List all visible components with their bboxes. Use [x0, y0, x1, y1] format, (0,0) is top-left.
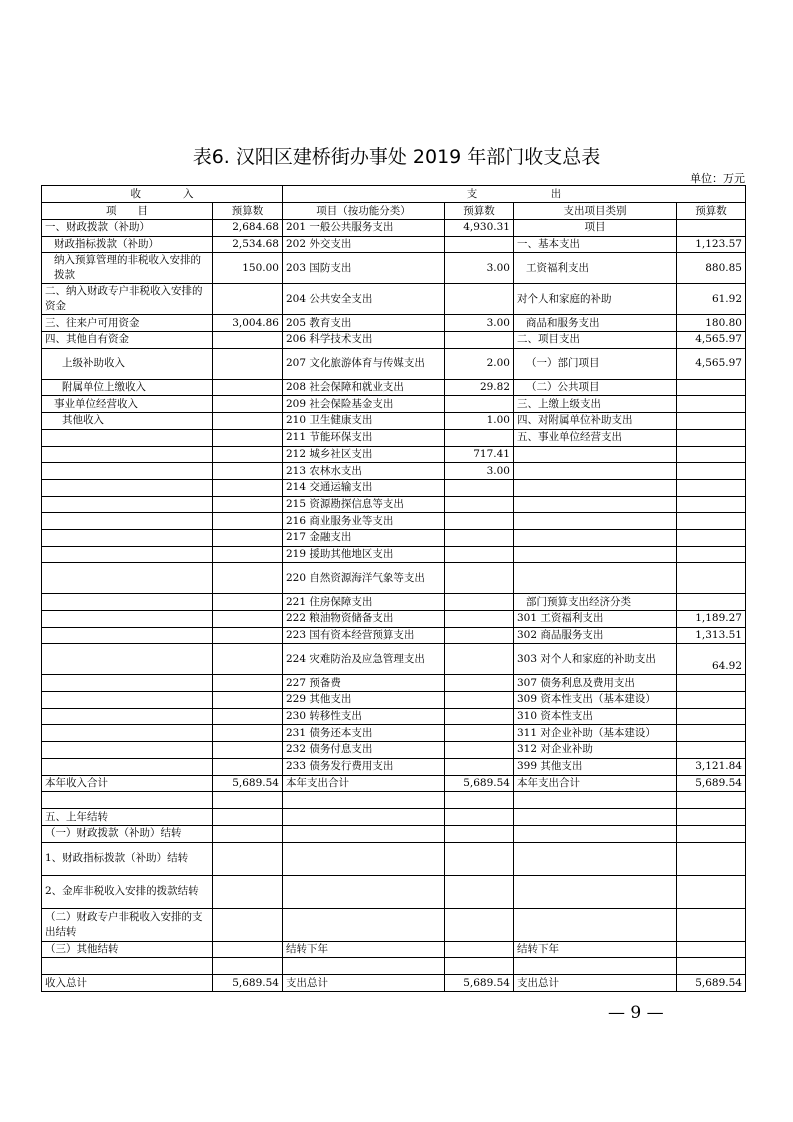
table-cell — [42, 479, 213, 496]
table-cell: 223 国有资本经营预算支出 — [283, 627, 445, 644]
table-cell: 3.00 — [445, 315, 514, 332]
table-cell: 29.82 — [445, 379, 514, 396]
table-cell — [677, 496, 746, 513]
table-cell — [445, 758, 514, 775]
table-cell: 结转下年 — [283, 941, 445, 958]
table-cell: 1,123.57 — [677, 236, 746, 253]
table-cell — [445, 627, 514, 644]
table-cell — [42, 742, 213, 759]
table-cell: 201 一般公共服务支出 — [283, 220, 445, 237]
col-header-function-item: 项目（按功能分类） — [283, 203, 445, 220]
table-cell — [677, 958, 746, 975]
table-cell: 231 债务还本支出 — [283, 725, 445, 742]
table-cell — [514, 563, 677, 594]
table-cell — [514, 809, 677, 826]
table-cell — [213, 809, 283, 826]
table-cell: 3.00 — [445, 253, 514, 284]
table-cell — [445, 513, 514, 530]
table-cell — [213, 479, 283, 496]
table-cell — [213, 463, 283, 480]
table-cell — [677, 463, 746, 480]
table-cell — [213, 958, 283, 975]
table-cell: 五、事业单位经营支出 — [514, 429, 677, 446]
table-cell — [677, 594, 746, 611]
table-cell: 1、财政指标拨款（补助）结转 — [42, 842, 213, 875]
table-cell: 311 对企业补助（基本建设） — [514, 725, 677, 742]
table-row — [42, 446, 746, 463]
table-cell — [213, 725, 283, 742]
table-cell — [213, 692, 283, 709]
table-cell — [42, 708, 213, 725]
table-cell: 214 交通运输支出 — [283, 479, 445, 496]
col-header-budget: 预算数 — [677, 203, 746, 220]
table-row — [42, 463, 746, 480]
table-cell: 205 教育支出 — [283, 315, 445, 332]
table-row — [42, 220, 746, 237]
table-cell: 5,689.54 — [445, 975, 514, 992]
table-cell — [42, 725, 213, 742]
table-cell: 收入总计 — [42, 975, 213, 992]
table-cell — [445, 496, 514, 513]
unit-label: 单位：万元 — [690, 172, 745, 185]
table-cell — [283, 792, 445, 809]
table-cell: 202 外交支出 — [283, 236, 445, 253]
table-row — [42, 496, 746, 513]
table-row — [42, 253, 746, 284]
page-number: — 9 — — [608, 1003, 664, 1023]
table-row — [42, 692, 746, 709]
table-cell: 商品和服务支出 — [514, 315, 677, 332]
table-cell — [213, 396, 283, 413]
table-cell: 本年支出合计 — [514, 775, 677, 792]
table-cell: 204 公共安全支出 — [283, 284, 445, 315]
table-cell — [445, 875, 514, 908]
table-cell: 1,313.51 — [677, 627, 746, 644]
table-cell — [445, 479, 514, 496]
table-cell — [213, 708, 283, 725]
table-cell: 5,689.54 — [213, 775, 283, 792]
table-cell: 303 对个人和家庭的补助支出 — [514, 644, 677, 675]
table-cell — [213, 332, 283, 349]
table-cell — [42, 644, 213, 675]
table-cell — [445, 692, 514, 709]
table-cell: 事业单位经营收入 — [42, 396, 213, 413]
table-cell: （三）其他结转 — [42, 941, 213, 958]
table-cell: 232 债务付息支出 — [283, 742, 445, 759]
table-row — [42, 611, 746, 628]
income-header: 收 入 — [42, 186, 283, 203]
table-cell — [283, 842, 445, 875]
table-cell — [42, 546, 213, 563]
table-cell — [677, 220, 746, 237]
table-cell: 230 转移性支出 — [283, 708, 445, 725]
table-cell — [445, 332, 514, 349]
table-cell — [213, 842, 283, 875]
table-cell — [213, 627, 283, 644]
table-row — [42, 725, 746, 742]
table-cell: 233 债务发行费用支出 — [283, 758, 445, 775]
table-cell — [42, 446, 213, 463]
table-cell: 二、纳入财政专户非税收入安排的资金 — [42, 284, 213, 315]
col-header-category: 支出项目类别 — [514, 203, 677, 220]
table-cell: 312 对企业补助 — [514, 742, 677, 759]
table-cell — [42, 758, 213, 775]
table-cell: 二、项目支出 — [514, 332, 677, 349]
table-cell — [445, 611, 514, 628]
table-cell: 310 资本性支出 — [514, 708, 677, 725]
table-cell: 880.85 — [677, 253, 746, 284]
table-cell — [677, 379, 746, 396]
table-cell — [213, 348, 283, 379]
table-row — [42, 975, 746, 992]
table-cell — [677, 396, 746, 413]
table-cell — [42, 611, 213, 628]
table-cell: （一）财政拨款（补助）结转 — [42, 825, 213, 842]
table-cell — [677, 908, 746, 941]
table-row — [42, 958, 746, 975]
table-cell — [677, 725, 746, 742]
col-header-budget: 预算数 — [213, 203, 283, 220]
table-cell: 四、对附属单位补助支出 — [514, 413, 677, 430]
table-cell — [213, 284, 283, 315]
table-cell — [677, 742, 746, 759]
table-cell — [445, 908, 514, 941]
table-row — [42, 563, 746, 594]
table-cell: 纳入预算管理的非税收入安排的拨款 — [42, 253, 213, 284]
table-cell: 项目 — [514, 220, 677, 237]
table-cell: 1.00 — [445, 413, 514, 430]
table-cell — [445, 725, 514, 742]
table-cell: 本年收入合计 — [42, 775, 213, 792]
table-cell — [213, 446, 283, 463]
table-row — [42, 742, 746, 759]
table-cell: 附属单位上缴收入 — [42, 379, 213, 396]
table-row — [42, 236, 746, 253]
table-cell — [213, 875, 283, 908]
table-cell — [677, 809, 746, 826]
budget-table — [41, 185, 746, 992]
table-cell — [445, 675, 514, 692]
table-cell: 部门预算支出经济分类 — [514, 594, 677, 611]
table-row — [42, 941, 746, 958]
table-cell: 212 城乡社区支出 — [283, 446, 445, 463]
table-cell: 本年支出合计 — [283, 775, 445, 792]
table-cell — [445, 529, 514, 546]
table-row — [42, 775, 746, 792]
table-cell: 221 住房保障支出 — [283, 594, 445, 611]
table-cell — [42, 463, 213, 480]
table-cell — [445, 941, 514, 958]
table-cell — [42, 513, 213, 530]
table-cell: 一、财政拨款（补助） — [42, 220, 213, 237]
table-cell — [42, 692, 213, 709]
table-cell — [213, 675, 283, 692]
table-cell — [677, 413, 746, 430]
table-row — [42, 315, 746, 332]
table-cell — [445, 563, 514, 594]
table-row — [42, 842, 746, 875]
table-row — [42, 708, 746, 725]
table-cell: 四、其他自有资金 — [42, 332, 213, 349]
table-cell — [445, 644, 514, 675]
table-cell: 302 商品服务支出 — [514, 627, 677, 644]
table-cell: 217 金融支出 — [283, 529, 445, 546]
table-cell — [42, 792, 213, 809]
table-cell — [42, 563, 213, 594]
table-row — [42, 429, 746, 446]
table-cell: 三、上缴上级支出 — [514, 396, 677, 413]
table-cell — [677, 941, 746, 958]
table-cell — [42, 675, 213, 692]
table-cell: 309 资本性支出（基本建设） — [514, 692, 677, 709]
table-cell — [445, 546, 514, 563]
table-cell — [445, 825, 514, 842]
table-cell — [677, 563, 746, 594]
table-cell: 227 预备费 — [283, 675, 445, 692]
table-cell — [677, 546, 746, 563]
table-cell: 150.00 — [213, 253, 283, 284]
table-cell: 222 粮油物资储备支出 — [283, 611, 445, 628]
table-row — [42, 875, 746, 908]
table-cell — [283, 908, 445, 941]
table-cell — [514, 479, 677, 496]
table-row — [42, 594, 746, 611]
table-cell — [445, 742, 514, 759]
table-cell — [677, 842, 746, 875]
table-row — [42, 396, 746, 413]
table-cell — [514, 463, 677, 480]
table-cell — [213, 413, 283, 430]
table-cell: 五、上年结转 — [42, 809, 213, 826]
table-cell: 203 国防支出 — [283, 253, 445, 284]
table-cell: 301 工资福利支出 — [514, 611, 677, 628]
table-cell — [514, 908, 677, 941]
table-cell: 三、往来户可用资金 — [42, 315, 213, 332]
table-cell: （一）部门项目 — [514, 348, 677, 379]
table-cell — [445, 236, 514, 253]
table-cell — [677, 875, 746, 908]
table-row — [42, 825, 746, 842]
table-cell: 224 灾难防治及应急管理支出 — [283, 644, 445, 675]
table-cell — [514, 496, 677, 513]
table-cell — [514, 825, 677, 842]
table-cell: 5,689.54 — [445, 775, 514, 792]
table-cell: 229 其他支出 — [283, 692, 445, 709]
table-row — [42, 413, 746, 430]
table-cell: 211 节能环保支出 — [283, 429, 445, 446]
table-cell: 64.92 — [677, 644, 746, 675]
table-row — [42, 758, 746, 775]
table-cell: 717.41 — [445, 446, 514, 463]
table-cell — [445, 809, 514, 826]
table-row — [42, 513, 746, 530]
table-cell: 208 社会保障和就业支出 — [283, 379, 445, 396]
table-cell — [677, 825, 746, 842]
table-cell: 207 文化旅游体育与传媒支出 — [283, 348, 445, 379]
table-cell — [213, 742, 283, 759]
table-cell — [445, 396, 514, 413]
table-cell: 215 资源勘探信息等支出 — [283, 496, 445, 513]
table-row — [42, 332, 746, 349]
table-row — [42, 479, 746, 496]
table-cell — [677, 513, 746, 530]
table-cell — [213, 429, 283, 446]
table-cell: 180.80 — [677, 315, 746, 332]
table-cell — [213, 611, 283, 628]
table-cell: 213 农林水支出 — [283, 463, 445, 480]
table-cell — [445, 284, 514, 315]
table-cell — [514, 875, 677, 908]
table-cell: 2.00 — [445, 348, 514, 379]
table-cell: 工资福利支出 — [514, 253, 677, 284]
table-cell: 结转下年 — [514, 941, 677, 958]
table-cell — [283, 809, 445, 826]
table-row — [42, 627, 746, 644]
table-cell — [213, 546, 283, 563]
table-cell — [283, 875, 445, 908]
table-cell — [514, 842, 677, 875]
table-row — [42, 908, 746, 941]
table-cell — [514, 446, 677, 463]
table-cell — [42, 627, 213, 644]
table-cell: 其他收入 — [42, 413, 213, 430]
table-cell — [677, 692, 746, 709]
table-cell — [213, 529, 283, 546]
table-cell — [213, 644, 283, 675]
table-cell — [283, 825, 445, 842]
table-row — [42, 379, 746, 396]
table-cell — [213, 594, 283, 611]
col-header-budget: 预算数 — [445, 203, 514, 220]
table-row — [42, 675, 746, 692]
table-cell: 3,004.86 — [213, 315, 283, 332]
table-cell: 支出总计 — [283, 975, 445, 992]
table-cell — [213, 513, 283, 530]
table-cell: 206 科学技术支出 — [283, 332, 445, 349]
table-cell — [213, 792, 283, 809]
table-cell — [677, 529, 746, 546]
table-cell: 2、金库非税收入安排的拨款结转 — [42, 875, 213, 908]
table-row — [42, 546, 746, 563]
table-cell: 3.00 — [445, 463, 514, 480]
table-cell: 307 债务利息及费用支出 — [514, 675, 677, 692]
table-cell: 216 商业服务业等支出 — [283, 513, 445, 530]
table-cell — [283, 958, 445, 975]
table-cell — [677, 792, 746, 809]
table-row — [42, 348, 746, 379]
table-cell — [213, 379, 283, 396]
col-header-item: 项 目 — [42, 203, 213, 220]
table-cell: 支出总计 — [514, 975, 677, 992]
table-cell — [514, 529, 677, 546]
table-cell — [213, 758, 283, 775]
table-cell — [677, 446, 746, 463]
table-cell — [445, 429, 514, 446]
table-cell — [42, 496, 213, 513]
table-cell — [42, 429, 213, 446]
table-cell — [445, 958, 514, 975]
page-title: 表6. 汉阳区建桥街办事处 2019 年部门收支总表 — [192, 146, 601, 168]
table-cell: 5,689.54 — [677, 975, 746, 992]
table-cell — [213, 908, 283, 941]
table-cell — [677, 429, 746, 446]
table-cell: 4,565.97 — [677, 332, 746, 349]
table-cell — [677, 708, 746, 725]
table-cell — [514, 792, 677, 809]
table-cell: （二）公共项目 — [514, 379, 677, 396]
table-cell: 1,189.27 — [677, 611, 746, 628]
table-cell — [42, 958, 213, 975]
table-cell — [42, 529, 213, 546]
table-cell: （二）财政专户非税收入安排的支出结转 — [42, 908, 213, 941]
table-cell: 财政指标拨款（补助） — [42, 236, 213, 253]
table-cell: 4,930.31 — [445, 220, 514, 237]
table-cell — [514, 958, 677, 975]
table-cell — [677, 479, 746, 496]
table-row — [42, 284, 746, 315]
table-cell — [514, 513, 677, 530]
table-cell — [42, 594, 213, 611]
table-row — [42, 792, 746, 809]
table-cell: 210 卫生健康支出 — [283, 413, 445, 430]
table-cell: 4,565.97 — [677, 348, 746, 379]
table-cell: 2,534.68 — [213, 236, 283, 253]
table-cell — [213, 825, 283, 842]
table-cell: 上级补助收入 — [42, 348, 213, 379]
table-cell — [213, 941, 283, 958]
expense-header: 支 出 — [283, 186, 746, 203]
table-cell — [445, 594, 514, 611]
table-cell: 209 社会保险基金支出 — [283, 396, 445, 413]
table-row — [42, 809, 746, 826]
table-row — [42, 644, 746, 675]
table-cell — [213, 563, 283, 594]
table-cell: 一、基本支出 — [514, 236, 677, 253]
table-cell: 5,689.54 — [213, 975, 283, 992]
table-cell: 61.92 — [677, 284, 746, 315]
table-cell — [445, 792, 514, 809]
table-cell: 399 其他支出 — [514, 758, 677, 775]
table-cell: 2,684.68 — [213, 220, 283, 237]
table-cell — [677, 675, 746, 692]
table-cell — [445, 842, 514, 875]
table-cell: 对个人和家庭的补助 — [514, 284, 677, 315]
table-cell: 220 自然资源海洋气象等支出 — [283, 563, 445, 594]
table-cell: 3,121.84 — [677, 758, 746, 775]
table-cell — [445, 708, 514, 725]
table-cell: 5,689.54 — [677, 775, 746, 792]
table-cell: 219 援助其他地区支出 — [283, 546, 445, 563]
table-cell — [514, 546, 677, 563]
table-row — [42, 529, 746, 546]
table-cell — [213, 496, 283, 513]
